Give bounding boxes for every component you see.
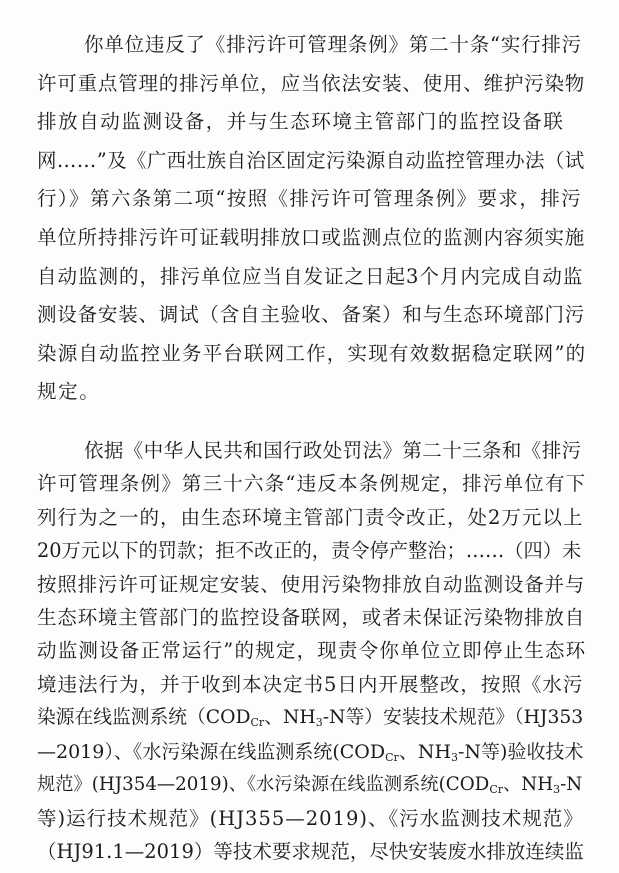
line10-text-a: —2019）、《水污染源在线监测系统(COD (37, 740, 386, 763)
para2-line13: （HJ91.1—2019）等技术要求规范，尽快安装废水排放连续监 (37, 840, 584, 863)
line9-sub-cr: Cr (250, 716, 265, 730)
line10-sub-3: 3 (451, 750, 459, 764)
para1-line4: 网……”及《广西壮族自治区固定污染源自动监控管理办法（试 (37, 148, 585, 172)
para1-line7: 自动监测的，排污单位应当自发证之日起3个月内完成自动监 (37, 264, 584, 288)
para2-line1: 依据《中华人民共和国行政处罚法》第二十三条和《排污 (84, 438, 582, 462)
line11-text-a: 规范》(HJ354—2019)、《水污染源在线监测系统(COD (37, 774, 490, 796)
para2-line9 (37, 706, 583, 730)
para1-line6: 单位所持排污许可证载明排放口或监测点位的监测内容须实施 (37, 226, 586, 249)
line10-text-c: -N等)验收技术 (458, 740, 584, 763)
para2-line4: 20万元以下的罚款；拒不改正的，责令停产整治；……（四）未 (37, 539, 582, 563)
para2-line8: 境违法行为，并于收到本决定书5日内开展整改，按照《水污 (37, 672, 584, 696)
para1-line2: 许可重点管理的排污单位，应当依法安装、使用、维护污染物 (37, 71, 586, 95)
para1-line1: 你单位违反了《排污许可管理条例》第二十条“实行排污 (84, 33, 582, 56)
line9-text-c: -N等）安装技术规范》（HJ353 (322, 707, 584, 729)
line9-text-a: 染源在线监测系统（COD (37, 707, 251, 729)
line11-sub-cr: Cr (489, 783, 503, 797)
para2-line12: 等)运行技术规范》(HJ355—2019)、《污水监测技术规范》 (37, 806, 584, 830)
line9-sub-3: 3 (315, 716, 323, 730)
line10-sub-cr: Cr (385, 750, 399, 764)
line9-text-b: 、NH (264, 707, 316, 729)
para2-line3: 列行为之一的，由生态环境主管部门责令改正，处2万元以上 (37, 505, 584, 529)
line10-text-b: 、NH (398, 740, 452, 763)
line11-text-c: -N (560, 774, 583, 796)
para2-line11 (37, 773, 582, 797)
para2-line6: 生态环境主管部门的监控设备联网，或者未保证污染物排放自 (37, 606, 586, 630)
para1-line8: 测设备安装、调试（含自主验收、备案）和与生态环境部门污 (37, 303, 586, 327)
para2-line10 (37, 740, 583, 764)
line11-sub-3: 3 (553, 783, 561, 797)
para2-line5: 按照排污许可证规定安装、使用污染物排放自动监测设备并与 (37, 572, 586, 596)
para1-line5: 行）》第六条第二项“按照《排污许可管理条例》要求，排污 (37, 187, 583, 211)
line11-text-b: 、NH (503, 774, 554, 796)
para2-line7: 动监测设备正常运行”的规定，现责令你单位立即停止生态环 (37, 639, 587, 663)
para1-line3: 排放自动监测设备，并与生态环境主管部门的监控设备联 (37, 110, 565, 134)
para2-line2: 许可管理条例》第三十六条“违反本条例规定，排污单位有下 (37, 472, 587, 496)
para1-line10: 规定。 (37, 380, 101, 404)
para1-line9: 染源自动监控业务平台联网工作，实现有效数据稳定联网”的 (37, 341, 587, 365)
